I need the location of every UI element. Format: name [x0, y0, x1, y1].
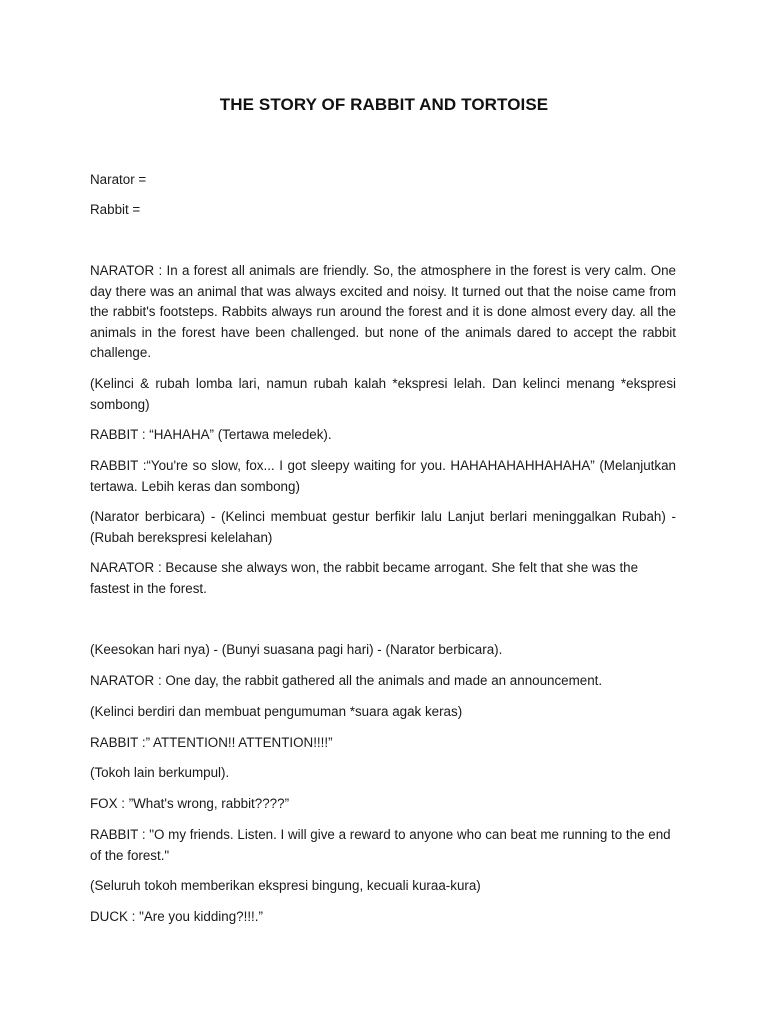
paragraph-narator-arrogant: NARATOR : Because she always won, the rabbit became arrogant. She felt that she was the fastest in the forest. — [90, 560, 639, 596]
paragraph-stage-direction-narator: (Narator berbicara) - (Kelinci membuat gestur berfikir lalu Lanjut berlari meninggalkan Rubah) - (Rubah berekspresi kelelahan) — [90, 509, 676, 545]
document-title: THE STORY OF RABBIT AND TORTOISE — [219, 95, 549, 114]
paragraph-others-gather: (Tokoh lain berkumpul). — [90, 765, 230, 780]
paragraph-fox-question: FOX : ”What's wrong, rabbit????” — [90, 796, 290, 811]
paragraph-confused-expression: (Seluruh tokoh memberikan ekspresi bingung, kecuali kuraa-kura) — [90, 878, 481, 893]
paragraph-duck-kidding: DUCK : "Are you kidding?!!!.” — [90, 909, 263, 924]
paragraph-stage-direction-race: (Kelinci & rubah lomba lari, namun rubah kalah *ekspresi lelah. Dan kelinci menang *ekspresi sombong) — [90, 376, 676, 412]
paragraph-rabbit-challenge: RABBIT : "O my friends. Listen. I will give a reward to anyone who can beat me running to the end of the forest." — [90, 827, 671, 863]
paragraph-rabbit-taunt: RABBIT :“You're so slow, fox... I got sleepy waiting for you. HAHAHAHAHHAHAHA” (Melanjutkan tertawa. Lebih keras dan sombong) — [90, 458, 676, 494]
paragraph-narator-announcement: NARATOR : One day, the rabbit gathered all the animals and made an announcement. — [90, 673, 603, 688]
cast-line-narator: Narator = — [90, 172, 147, 187]
paragraph-stage-direction-stand: (Kelinci berdiri dan membuat pengumuman *suara agak keras) — [90, 704, 463, 719]
cast-line-rabbit: Rabbit = — [90, 202, 141, 217]
paragraph-rabbit-attention: RABBIT :” ATTENTION!! ATTENTION!!!!” — [90, 735, 333, 750]
paragraph-narator-intro: NARATOR : In a forest all animals are friendly. So, the atmosphere in the forest is very calm. One day there was an animal that was always excited and noisy. It turned out that the noise came from the rabbit's footsteps. Rabbits always run around the forest and it is done almost every day. all the animals in the forest have been challenged. but none of the animals dared to accept the rabbit challenge. — [90, 263, 676, 361]
paragraph-rabbit-laugh: RABBIT : “HAHAHA” (Tertawa meledek). — [90, 427, 332, 442]
paragraph-next-day: (Keesokan hari nya) - (Bunyi suasana pagi hari) - (Narator berbicara). — [90, 642, 503, 657]
